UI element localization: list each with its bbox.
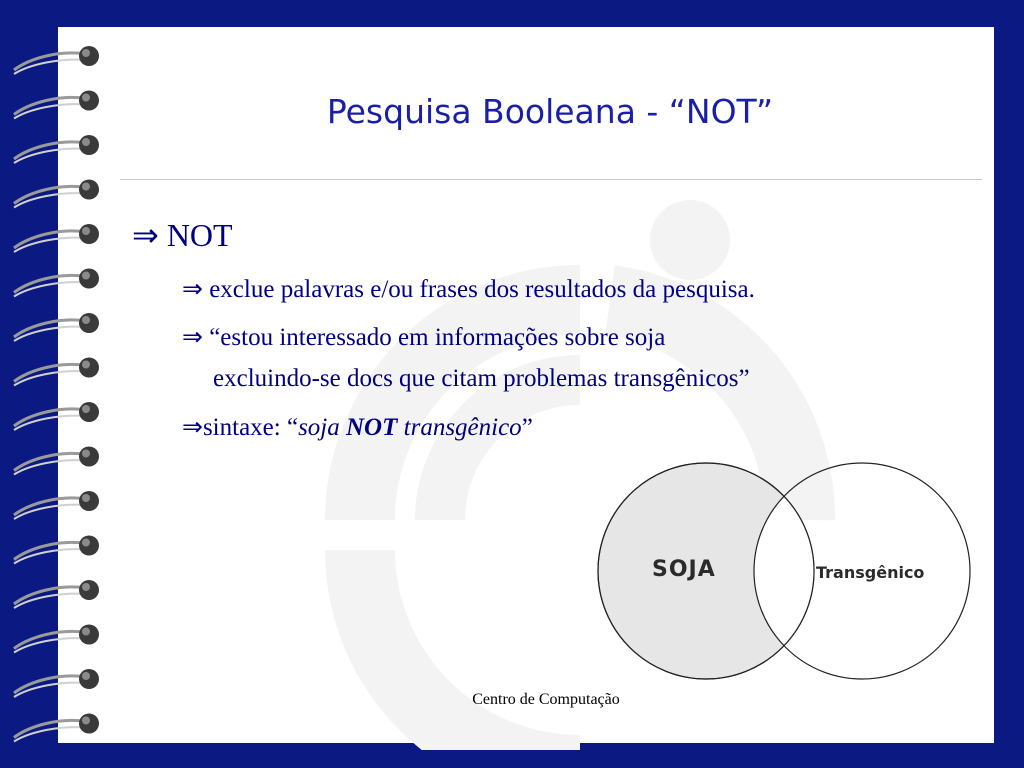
bullet-level1 — [132, 216, 233, 254]
venn-right-label: Transgênico — [816, 563, 925, 582]
arrow-icon: ⇒ — [182, 412, 203, 441]
sub-bullet-2-line2: excluindo-se docs que citam problemas transgênicos” — [213, 365, 750, 392]
sub-bullet-1-text: exclue palavras e/ou frases dos resultados da pesquisa. — [209, 276, 755, 303]
syntax-term2: transgênico — [403, 414, 522, 441]
arrow-icon: ⇒ — [182, 274, 203, 303]
syntax-term1: soja — [298, 414, 340, 441]
sub-bullet-1 — [182, 274, 755, 304]
venn-left-label: SOJA — [652, 557, 716, 582]
sub-bullet-2-line1: “estou interessado em informações sobre soja — [209, 324, 666, 351]
venn-diagram — [590, 458, 980, 684]
sub-bullet-2-continuation — [213, 365, 750, 393]
arrow-icon: ⇒ — [132, 216, 159, 254]
syntax-suffix: ” — [521, 414, 533, 441]
arrow-icon: ⇒ — [182, 322, 203, 351]
syntax-operator: NOT — [346, 414, 398, 441]
bullet-level1-text: NOT — [166, 217, 233, 253]
sub-bullet-2 — [182, 322, 665, 352]
slide-title: Pesquisa Booleana - “NOT” — [326, 92, 774, 131]
sub-bullet-3 — [182, 412, 533, 442]
syntax-prefix: sintaxe: “ — [202, 414, 299, 441]
slide-footer: Centro de Computação — [472, 691, 620, 708]
